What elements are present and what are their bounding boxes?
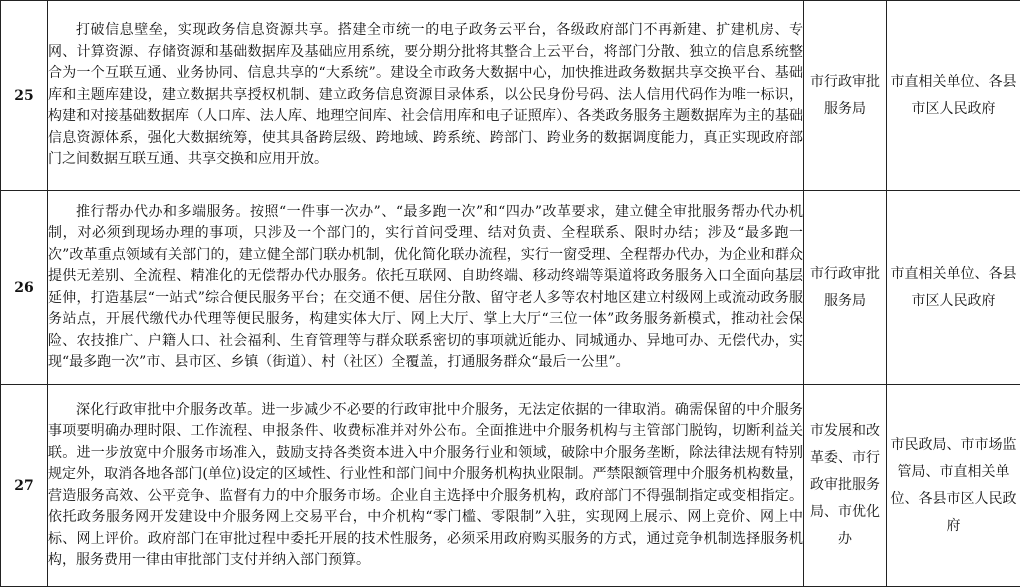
lead-unit: 市行政审批服务局 [804,1,887,191]
lead-unit: 市发展和改革委、市行政审批服务局、市优化办 [804,385,887,587]
row-number: 25 [1,1,48,191]
table-row [1,191,1020,385]
row-number: 27 [1,385,48,587]
lead-unit: 市行政审批服务局 [804,191,887,385]
responsible-units: 市直相关单位、各县市区人民政府 [887,191,1020,385]
responsible-units: 市直相关单位、各县市区人民政府 [887,1,1020,191]
table-row [1,1,1020,191]
responsible-units: 市民政局、市市场监管局、市直相关单位、各县市区人民政府 [887,385,1020,587]
task-content: 推行帮办代办和多端服务。按照“一件事一次办”、“最多跑一次”和“四办”改革要求，建立健全审批服务帮办代办机制，对必须到现场办理的事项，只涉及一个部门的，实行首问受理、结对负责、全程联系、限时办结；涉及“最多跑一次”改革重点领域有关部门的，建立健全部门联办机制，优化简化联办流程，实行一窗受理、全程帮办代办，为企业和群众提供无差别、全流程、精准化的无偿帮办代办服务。依托互联网、自助终端、移动终端等渠道将政务服务入口全面向基层延伸，打造基层“一站式”综合便民服务平台；在交通不便、居住分散、留守老人多等农村地区建立村级网上或流动政务服务站点，开展代缴代办代理等便民服务，构建实体大厅、网上大厅、掌上大厅“三位一体”政务服务新模式，推动社会保险、农技推广、户籍人口、社会福利、生育管理等与群众联系密切的事项就近能办、同城通办、异地可办、无偿代办，实现“最多跑一次”市、县市区、乡镇（街道）、村（社区）全覆盖，打通服务群众“最后一公里”。 [48,191,804,385]
row-number: 26 [1,191,48,385]
task-content: 深化行政审批中介服务改革。进一步减少不必要的行政审批中介服务，无法定依据的一律取消。确需保留的中介服务事项要明确办理时限、工作流程、申报条件、收费标准并对外公布。全面推进中介服务机构与主管部门脱钩，切断利益关联。进一步放宽中介服务市场准入，鼓励支持各类资本进入中介服务行业和领域，破除中介服务垄断，除法律法规有特别规定外，取消各地各部门(单位)设定的区域性、行业性和部门间中介服务机构执业限制。严禁限额管理中介服务机构数量，营造服务高效、公平竞争、监督有力的中介服务市场。企业自主选择中介服务机构，政府部门不得强制指定或变相指定。依托政务服务网开发建设中介服务网上交易平台，中介机构“零门槛、零限制”入驻，实现网上展示、网上竞价、网上中标、网上评价。政府部门在审批过程中委托开展的技术性服务，必须采用政府购买服务的方式，通过竞争机制选择服务机构，服务费用一律由审批部门支付并纳入部门预算。 [48,385,804,587]
task-content: 打破信息壁垒，实现政务信息资源共享。搭建全市统一的电子政务云平台，各级政府部门不再新建、扩建机房、专网、计算资源、存储资源和基础数据库及基础应用系统，要分期分批将其整合上云平台，将部门分散、独立的信息系统整合为一个互联互通、业务协同、信息共享的“大系统”。建设全市政务大数据中心，加快推进政务数据共享交换平台、基础库和主题库建设，建立数据共享授权机制、建立政务信息资源目录体系，以公民身份号码、法人信用代码作为唯一标识，构建和对接基础数据库（人口库、法人库、地理空间库、社会信用库和电子证照库）、各类政务服务主题数据库为主的基础信息资源体系，强化大数据统筹，使其具备跨层级、跨地域、跨系统、跨部门、跨业务的数据调度能力，真正实现政府部门之间数据互联互通、共享交换和应用开放。 [48,1,804,191]
table-row [1,385,1020,587]
